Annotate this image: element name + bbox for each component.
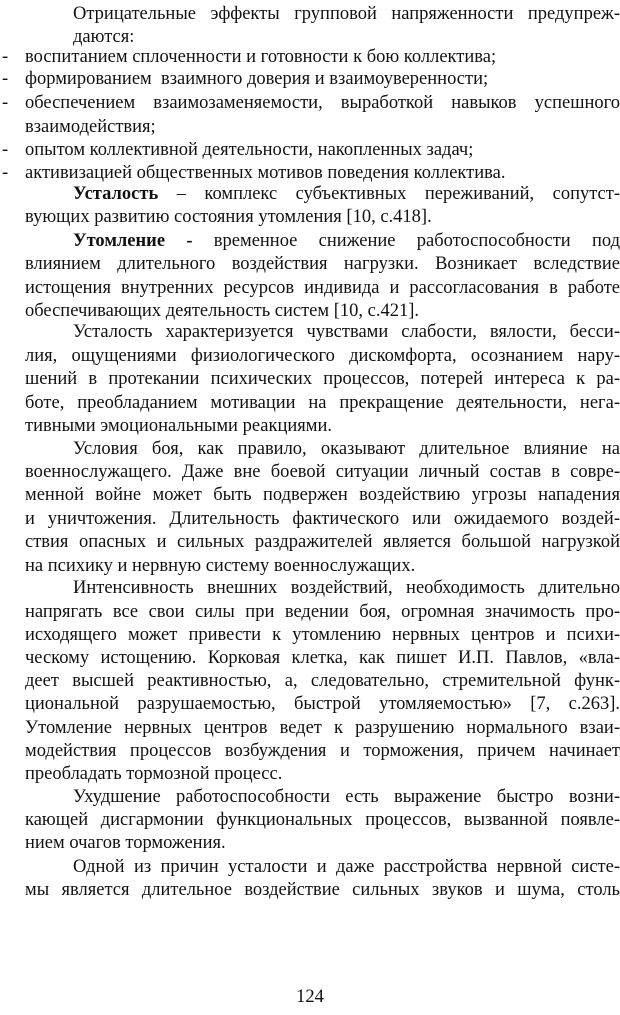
line-text: военнослужащего. Даже вне боевой ситуации личный состав в совре-	[25, 462, 620, 482]
line-text: Усталость характеризуется чувствами слабости, вялости, бесси-	[73, 322, 620, 342]
line-text: нием очагов торможения.	[25, 833, 226, 853]
line-text: временное снижение работоспособности под	[192, 231, 620, 251]
line-text: Утомление нервных центров ведет к разрушению нормального взаи-	[25, 718, 620, 738]
text-line	[25, 392, 620, 416]
text-line	[25, 321, 620, 345]
text-line	[25, 461, 620, 485]
text-line	[25, 832, 620, 856]
line-text: преобладать тормозной процесс.	[25, 764, 283, 784]
text-line	[25, 717, 620, 741]
text-line	[2, 92, 620, 116]
text-line	[2, 46, 620, 70]
text-line	[2, 139, 620, 163]
text-line	[25, 601, 620, 625]
line-text: и уничтожения. Длительность фактического или ожидаемого воздей-	[25, 509, 620, 529]
text-line	[25, 531, 620, 555]
text-line	[25, 693, 620, 717]
text-line	[25, 3, 620, 27]
list-dash: -	[2, 69, 9, 89]
text-line	[25, 230, 620, 254]
text-line	[25, 763, 620, 787]
text-line	[25, 345, 620, 369]
line-text: ствия опасных и сильных раздражителей является большой нагрузкой	[25, 532, 620, 552]
text-line	[2, 68, 620, 92]
line-text: мы является длительное воздействие сильных звуков и шума, столь	[25, 880, 620, 900]
list-dash: -	[2, 93, 9, 113]
line-text: боте, преобладанием мотивации на прекращение деятельности, нега-	[25, 393, 620, 413]
line-text: активизацией общественных мотивов поведения коллектива.	[25, 163, 506, 183]
line-text: формированием взаимного доверия и взаимоуверенности;	[25, 69, 489, 89]
line-text: – комплекс субъективных переживаний, сопутст-	[158, 184, 620, 204]
line-text: ческому истощению. Корковая клетка, как пишет И.П. Павлов, «вла-	[25, 648, 620, 668]
line-text: модействия процессов возбуждения и торможения, причем начинает	[25, 741, 620, 761]
text-line	[25, 647, 620, 671]
line-text: Ухудшение работоспособности есть выражение быстро возни-	[73, 787, 620, 807]
line-text: на психику и нервную систему военнослужащих.	[25, 556, 416, 576]
text-line	[25, 809, 620, 833]
list-dash: -	[2, 47, 9, 67]
line-text: даются:	[73, 27, 135, 47]
text-line	[25, 508, 620, 532]
text-line	[25, 856, 620, 880]
text-line	[25, 438, 620, 462]
text-line	[25, 624, 620, 648]
text-line	[25, 253, 620, 277]
text-line	[25, 368, 620, 392]
page-number: 124	[296, 987, 324, 1007]
text-line	[25, 555, 620, 579]
term-bold: Усталость	[73, 184, 159, 204]
line-text: исходящего может привести к утомлению нервных центров и психи-	[25, 625, 620, 645]
text-line	[25, 577, 620, 601]
line-text: напрягать все свои силы при ведении боя, огромная значимость про-	[25, 602, 620, 622]
line-text: кающей дисгармонии функциональных процессов, вызванной появле-	[25, 810, 620, 830]
line-text: истощения внутренних ресурсов индивида и рассогласования в работе	[25, 278, 620, 298]
list-dash: -	[2, 140, 9, 160]
text-line	[25, 415, 620, 439]
line-text: обеспечением взаимозаменяемости, выработкой навыков успешного	[25, 93, 620, 113]
line-text: воспитанием сплоченности и готовности к бою коллектива;	[25, 47, 497, 67]
text-line	[25, 484, 620, 508]
text-line	[25, 300, 620, 324]
text-line	[25, 670, 620, 694]
line-text: менной войне может быть подвержен воздействию угрозы нападения	[25, 485, 620, 505]
line-text: опытом коллективной деятельности, накопленных задач;	[25, 140, 474, 160]
line-text: шений в протекании психических процессов, потерей интереса к ра-	[25, 369, 620, 389]
line-text: деет высшей реактивностью, а, следовательно, стремительной функ-	[25, 671, 620, 691]
line-text: Условия боя, как правило, оказывают длительное влияние на	[73, 439, 620, 459]
line-text: циональной разрушаемостью, быстрой утомляемостью» [7, с.263].	[25, 694, 620, 714]
line-text: Одной из причин усталости и даже расстройства нервной систе-	[73, 857, 620, 877]
text-line	[25, 786, 620, 810]
line-text: тивными эмоциональными реакциями.	[25, 416, 333, 436]
line-text: обеспечивающих деятельность систем [10, с.421].	[25, 301, 420, 321]
line-text: взаимодействия;	[25, 117, 156, 137]
line-text: Отрицательные эффекты групповой напряженности предупреж-	[73, 4, 620, 24]
line-text: вующих развитию состояния утомления [10, с.418].	[25, 207, 432, 227]
term-bold: Утомление -	[73, 231, 193, 251]
line-text: влиянием длительного воздействия нагрузки. Возникает вследствие	[25, 254, 620, 274]
text-line	[25, 116, 620, 140]
text-line	[25, 277, 620, 301]
text-line	[25, 740, 620, 764]
text-line	[25, 183, 620, 207]
line-text: лия, ощущениями физиологического дискомфорта, осознанием нару-	[25, 346, 620, 366]
text-line	[25, 879, 620, 903]
line-text: Интенсивность внешних воздействий, необходимость длительно	[73, 578, 620, 598]
list-dash: -	[2, 163, 9, 183]
text-line	[25, 206, 620, 230]
text-line	[2, 162, 620, 186]
